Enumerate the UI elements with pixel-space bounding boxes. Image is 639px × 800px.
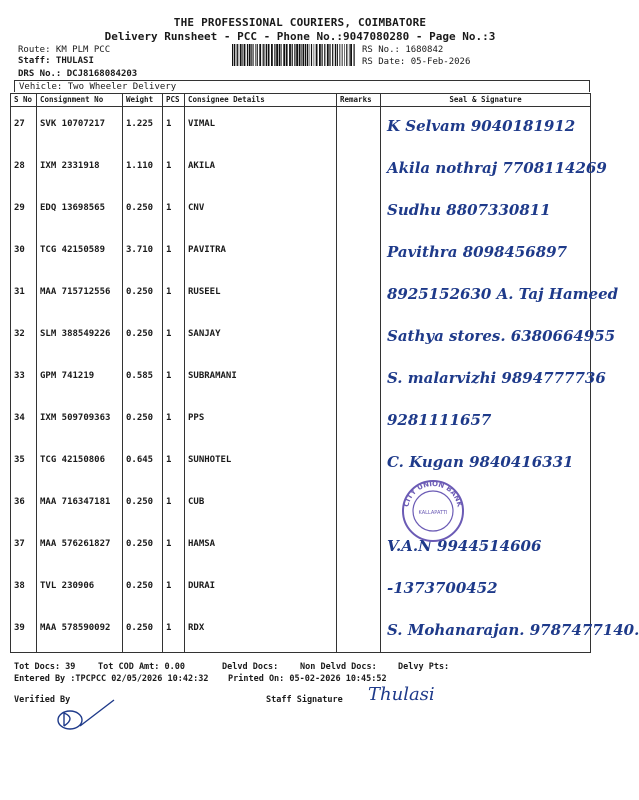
row-remarks: [337, 527, 381, 569]
row-remarks: [337, 443, 381, 485]
row-remarks: [337, 191, 381, 233]
row-seal-signature: [381, 401, 591, 443]
row-consignee: RDX: [185, 611, 337, 653]
row-seal-signature: [381, 569, 591, 611]
row-pcs: 1: [163, 191, 185, 233]
row-sno: 29: [11, 191, 37, 233]
signature-handwriting: C. Kugan 9840416331: [387, 452, 574, 471]
row-remarks: [337, 317, 381, 359]
stamp-text: CITY UNION BANK: [402, 479, 464, 508]
row-sno: 28: [11, 149, 37, 191]
row-seal-signature: [381, 107, 591, 149]
row-pcs: 1: [163, 611, 185, 653]
staff-signature: Staff Signature: [266, 695, 343, 705]
col-weight: Weight: [123, 94, 163, 107]
row-consignment-no: TCG 42150589: [37, 233, 123, 275]
table-row: [11, 275, 591, 317]
table-row: [11, 611, 591, 653]
row-consignment-no: TVL 230906: [37, 569, 123, 611]
row-consignee: VIMAL: [185, 107, 337, 149]
non-delvd-docs: Non Delvd Docs:: [300, 662, 377, 672]
row-weight: 0.250: [123, 191, 163, 233]
row-consignee: SUBRAMANI: [185, 359, 337, 401]
table-row: [11, 443, 591, 485]
tot-docs: Tot Docs: 39: [14, 662, 76, 672]
row-pcs: 1: [163, 107, 185, 149]
row-pcs: 1: [163, 317, 185, 359]
row-consignee: SUNHOTEL: [185, 443, 337, 485]
row-pcs: 1: [163, 569, 185, 611]
drs-no: DRS No.: DCJ8168084203: [18, 69, 138, 79]
row-remarks: [337, 233, 381, 275]
col-pcs: PCS: [163, 94, 185, 107]
row-sno: 27: [11, 107, 37, 149]
row-pcs: 1: [163, 401, 185, 443]
staff: Staff: THULASI: [18, 56, 94, 66]
signature-handwriting: S. malarvizhi 9894777736: [387, 368, 606, 387]
row-sno: 39: [11, 611, 37, 653]
row-sno: 36: [11, 485, 37, 527]
signature-handwriting: V.A.N 9944514606: [387, 536, 542, 555]
row-remarks: [337, 611, 381, 653]
row-seal-signature: [381, 359, 606, 401]
row-consignment-no: IXM 509709363: [37, 401, 123, 443]
row-consignee: CUB: [185, 485, 337, 527]
row-seal-signature: [381, 275, 619, 317]
row-seal-signature: [381, 527, 591, 569]
row-seal-signature: [381, 611, 639, 653]
row-weight: 0.250: [123, 569, 163, 611]
verified-by: Verified By: [14, 695, 71, 705]
row-weight: 0.250: [123, 275, 163, 317]
barcode: [232, 44, 356, 66]
row-consignment-no: MAA 576261827: [37, 527, 123, 569]
row-pcs: 1: [163, 485, 185, 527]
row-consignment-no: MAA 578590092: [37, 611, 123, 653]
col-sno: S No: [11, 94, 37, 107]
signature-handwriting: K Selvam 9040181912: [387, 117, 576, 135]
row-weight: 0.250: [123, 485, 163, 527]
col-seal-signature: Seal & Signature: [381, 94, 591, 107]
entered-by: Entered By :TPCPCC 02/05/2026 10:42:32: [14, 674, 209, 684]
row-sno: 30: [11, 233, 37, 275]
row-seal-signature: [381, 149, 607, 191]
row-sno: 38: [11, 569, 37, 611]
delvy-pts: Delvy Pts:: [398, 662, 450, 672]
row-consignee: PPS: [185, 401, 337, 443]
row-sno: 31: [11, 275, 37, 317]
signature-handwriting: 8925152630 A. Taj Hameed: [387, 284, 619, 303]
delvd-docs: Delvd Docs:: [222, 662, 279, 672]
row-remarks: [337, 275, 381, 317]
table-row: [11, 191, 591, 233]
staff-signature-handwriting: Thulasi: [368, 684, 435, 705]
table-row: [11, 527, 591, 569]
company-title: THE PROFESSIONAL COURIERS, COIMBATORE: [173, 16, 427, 29]
row-pcs: 1: [163, 359, 185, 401]
tot-cod-amt: Tot COD Amt: 0.00: [98, 662, 185, 672]
table-row: [11, 485, 591, 527]
col-remarks: Remarks: [337, 94, 381, 107]
row-pcs: 1: [163, 233, 185, 275]
col-consignee: Consignee Details: [185, 94, 337, 107]
signature-handwriting: Akila nothraj 7708114269: [387, 158, 607, 177]
row-consignee: PAVITRA: [185, 233, 337, 275]
table-row: [11, 233, 591, 275]
row-consignment-no: IXM 2331918: [37, 149, 123, 191]
row-weight: 0.250: [123, 317, 163, 359]
table-row: [11, 317, 591, 359]
row-remarks: [337, 485, 381, 527]
row-sno: 35: [11, 443, 37, 485]
row-pcs: 1: [163, 527, 185, 569]
row-sno: 33: [11, 359, 37, 401]
row-pcs: 1: [163, 149, 185, 191]
row-remarks: [337, 107, 381, 149]
row-consignment-no: TCG 42150806: [37, 443, 123, 485]
row-consignee: HAMSA: [185, 527, 337, 569]
row-consignee: CNV: [185, 191, 337, 233]
row-consignee: DURAI: [185, 569, 337, 611]
runsheet-title: Delivery Runsheet - PCC - Phone No.:9047080280 - Page No.:3: [104, 30, 496, 43]
row-consignment-no: MAA 716347181: [37, 485, 123, 527]
printed-on: Printed On: 05-02-2026 10:45:52: [228, 674, 387, 684]
table-row: [11, 359, 591, 401]
signature-handwriting: Sathya stores. 6380664955: [387, 326, 616, 345]
row-weight: 0.585: [123, 359, 163, 401]
row-pcs: 1: [163, 275, 185, 317]
row-consignment-no: MAA 715712556: [37, 275, 123, 317]
signature-handwriting: Sudhu 8807330811: [387, 200, 551, 219]
row-consignment-no: GPM 741219: [37, 359, 123, 401]
rs-no: RS No.: 1680842: [362, 45, 444, 55]
vehicle: Vehicle: Two Wheeler Delivery: [14, 80, 590, 92]
route: Route: KM PLM PCC: [18, 45, 111, 55]
row-seal-signature: [381, 317, 616, 359]
table-header-row: [11, 94, 591, 107]
row-consignee: AKILA: [185, 149, 337, 191]
row-sno: 37: [11, 527, 37, 569]
runsheet-table: [10, 93, 639, 653]
row-sno: 34: [11, 401, 37, 443]
row-weight: 1.110: [123, 149, 163, 191]
table-row: [11, 569, 591, 611]
table-row: [11, 401, 591, 443]
signature-handwriting: -1373700452: [387, 578, 498, 597]
row-weight: 3.710: [123, 233, 163, 275]
rs-date: RS Date: 05-Feb-2026: [362, 57, 471, 67]
row-sno: 32: [11, 317, 37, 359]
row-remarks: [337, 359, 381, 401]
row-consignee: RUSEEL: [185, 275, 337, 317]
signature-handwriting: 9281111657: [387, 410, 492, 429]
row-consignee: SANJAY: [185, 317, 337, 359]
row-weight: 0.250: [123, 611, 163, 653]
row-remarks: [337, 569, 381, 611]
signature-handwriting: Pavithra 8098456897: [387, 242, 568, 261]
row-weight: 0.250: [123, 527, 163, 569]
table-row: [11, 107, 591, 149]
row-remarks: [337, 401, 381, 443]
table-row: [11, 149, 591, 191]
stamp-branch: KALLAPATTI: [418, 510, 448, 516]
row-pcs: 1: [163, 443, 185, 485]
row-weight: 0.645: [123, 443, 163, 485]
row-consignment-no: EDQ 13698565: [37, 191, 123, 233]
row-consignment-no: SLM 388549226: [37, 317, 123, 359]
col-consignment: Consignment No: [37, 94, 123, 107]
row-seal-signature: [381, 443, 591, 485]
row-weight: 1.225: [123, 107, 163, 149]
row-seal-signature: [381, 233, 591, 275]
row-consignment-no: SVK 10707217: [37, 107, 123, 149]
row-remarks: [337, 149, 381, 191]
row-seal-signature: [381, 191, 591, 233]
row-seal-signature: [381, 485, 591, 527]
signature-handwriting: S. Mohanarajan. 9787477140.: [387, 620, 639, 639]
row-weight: 0.250: [123, 401, 163, 443]
